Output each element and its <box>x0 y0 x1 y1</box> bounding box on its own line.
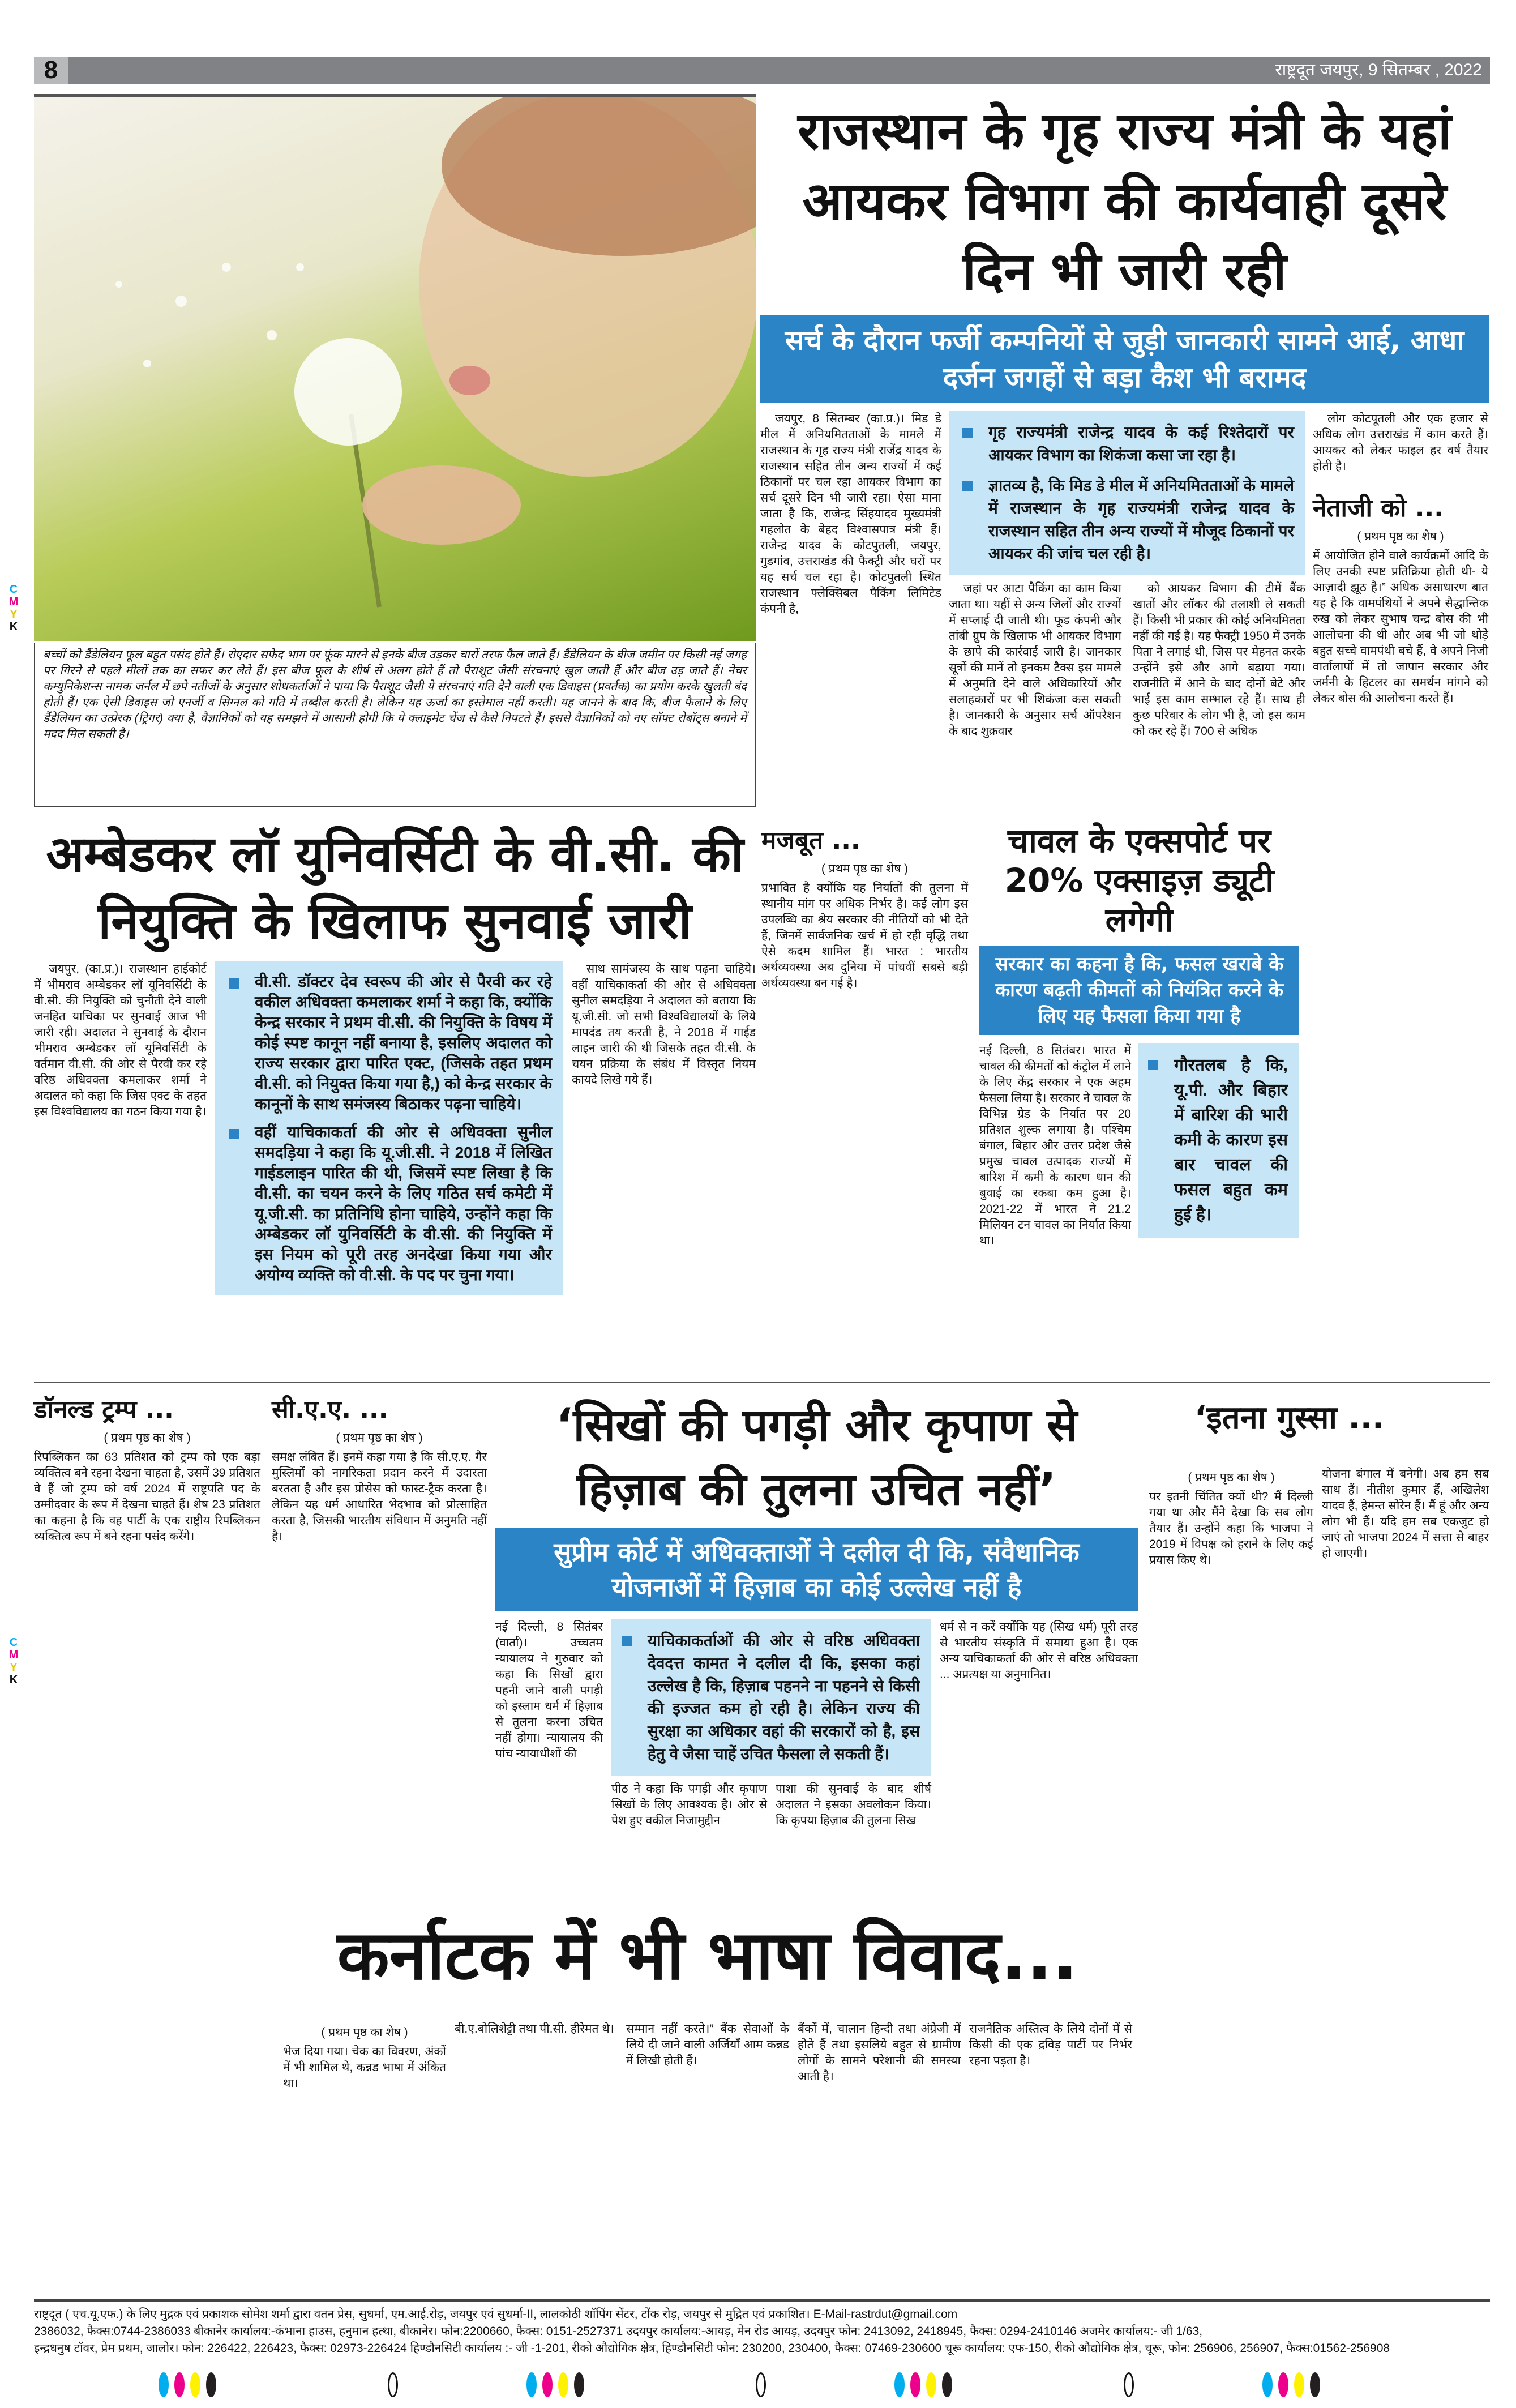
hijab-column-3: पाशा की सुनवाई के बाद शीर्ष अदालत ने इसका अवलोकन किया। कि कृपया हिज़ाब की तुलना सिख <box>776 1782 931 1827</box>
continued-label: ( प्रथम पृष्ठ का शेष ) <box>321 2026 408 2039</box>
netaji-text: में आयोजित होने वाले कार्यक्रमों आदि के लिए उनकी स्पष्ट प्रतिक्रिया होती थी- ये आज़ादी झूठ है।” अधिक असाधारण बात यह है कि वामपंथियों ने अपने सैद्धान्तिक रुख को लेकर सुभाष चन्द्र बोस की भी आलोचना की थी और अब भी जो थोड़े बहुत सच्चे वामपंथी बचे हैं, वे अपने निजी वार्तालापों में तो जापान सरकार और जर्मनी के हिटलर का समर्थन मांगने को लेकर बोस की आलोचना करते हैं। <box>1313 549 1488 705</box>
divider <box>34 94 756 97</box>
black-dot <box>574 2372 584 2397</box>
rice-highlight-box <box>1138 1043 1299 1238</box>
hijab-subheadline: सुप्रीम कोर्ट में अधिवक्ताओं ने दलील दी कि, संवैधानिक योजनाओं में हिज़ाब का कोई उल्लेख नहीं है <box>495 1528 1138 1611</box>
lead-paragraph: लोग कोटपूतली और एक हजार से अधिक लोग उत्तराखंड में काम करते हैं। आयकर को लेकर फाइल हर वर्ष तैयार होती है। <box>1313 412 1488 473</box>
hijab-subcolumns <box>611 1781 931 1829</box>
ambedkar-column-2 <box>572 961 756 1088</box>
majboot-story <box>761 824 968 991</box>
magenta-dot <box>542 2372 553 2397</box>
lead-highlight-box <box>949 411 1305 575</box>
cmyk-k: K <box>9 1674 18 1686</box>
hijab-headline: ‘सिखों की पगड़ी और कृपाण से हिज़ाब की तुलना उचित नहीं’ <box>556 1398 1077 1516</box>
hijab-highlight-box <box>611 1619 931 1776</box>
trump-kicker: डॉनल्ड ट्रम्प ... <box>34 1395 174 1424</box>
ambedkar-body <box>34 961 756 1295</box>
karnataka-column-3: सम्मान नहीं करते।” बैंक सेवाओं के लिये दी जाने वाली अर्जियाँ आम कन्नड में लिखी होती हैं। <box>626 2022 789 2067</box>
karnataka-column-4: बैंकों में, चालान हिन्दी तथा अंग्रेजी में होते हैं तथा इसलिये बहुत से ग्रामीण लोगों के सामने परेशानी की समस्या आती है। <box>798 2022 961 2083</box>
caa-kicker: सी.ए.ए. ... <box>272 1395 388 1424</box>
hijab-column-2: पीठ ने कहा कि पगड़ी और कृपाण सिखों के लिए आवश्यक है। ओर से पेश हुए वकील निजामुद्दीन <box>611 1782 767 1827</box>
magenta-dot <box>910 2372 920 2397</box>
page-number: 8 <box>34 57 68 84</box>
lead-column-4 <box>1313 411 1488 474</box>
lead-paragraph: जयपुर, 8 सितम्बर (का.प्र.)। मिड डे मील में अनियमितताओं के मामले में राजस्थान के गृह राज्य मंत्री राजेंद्र यादव के राजस्थान सहित तीन अन्य राज्यों में कई ठिकानों पर चल रहा आयकर विभाग का सर्च दूसरे दिन भी जारी रहा। ऐसा माना जाता है कि, राजेन्द्र सिंहयादव मुख्यमंत्री गहलोत के बेहद विश्वासपात्र मंत्री हैं। राजेन्द्र यादव के कोटपुतली, जयपुर, गुडगांव, उत्तराखंड की फैक्ट्री और घरों पर यह सर्च चल रहा है। कोटपुतली स्थित राजस्थान फ्लेक्सिबल पैकिंग लिमिटेड कंपनी है, <box>760 412 941 615</box>
cmyk-k: K <box>9 621 18 633</box>
black-dot <box>1310 2372 1320 2397</box>
netaji-story <box>1313 491 1488 707</box>
lead-column-3 <box>1133 581 1305 739</box>
continued-label: ( प्रथम पृष्ठ का शेष ) <box>336 1431 423 1444</box>
crosshair-mark <box>388 2372 398 2397</box>
imprint-line: 2386032, फैक्स:0744-2386033 बीकानेर कार्यालय:-कंभाना हाउस, हनुमान हत्था, बीकानेर। फोन:2200660, फैक्स: 0151-2527371 उदयपुर कार्यालय:-आयड़, मेन रोड आयड़, उदयपुर फोन: 2413092, 2418945, फैक्स: 0294-2410146 अजमेर कार्यालय:- जी 1/63, <box>34 2325 1203 2338</box>
rice-story <box>979 821 1299 1249</box>
ambedkar-paragraph: साथ सामंजस्य के साथ पढ़ना चाहिये। वहीं याचिकाकर्ता की ओर से अधिवक्ता सुनील समदड़िया ने अदालत को बताया कि यू.जी.सी. जो सभी विश्वविद्यालयों के लिये मापदंड तय करती है, ने 2018 में गाईड लाइन जारी की थी जिसके तहत वी.सी. के चयन प्रक्रिया के संबंध में विस्तृत नियम कायदे लिखे गये हैं। <box>572 963 756 1087</box>
color-registration-marks <box>526 2372 584 2397</box>
hijab-story <box>495 1393 1138 1829</box>
rice-headline: चावल के एक्सपोर्ट पर 20% एक्साइज़ ड्यूटी लगेगी <box>1004 822 1274 939</box>
trump-story <box>34 1393 260 1545</box>
magenta-dot <box>1278 2372 1288 2397</box>
highlight-point: गौरतलब है कि, यू.पी. और बिहार में बारिश की भारी कमी के कारण इस बार चावल की फसल बहुत कम हुई है। <box>1174 1053 1288 1227</box>
karnataka-headline: कर्नाटक में भी भाषा विवाद... <box>337 1917 1078 1995</box>
photo-illustration <box>34 97 756 641</box>
lead-paragraph: को आयकर विभाग की टीमें बैंक खातों और लॉकर की तलाशी ले सकती हैं। किसी भी प्रकार की कोई अनियमितता नहीं की गई है। यह फैक्ट्री 1950 में उनके पिता ने लगाई थी, जिस पर मेहनत करके उन्होंने इसे और आगे बढ़ाया गया। राजनीति में आने के बाद दोनों बेटे और भाई इस काम सम्भाल रहे हैं। साथ ही कुछ परिवार के लोग भी है, जो इस काम को कर रहे हैं। 700 से अधिक <box>1133 582 1305 738</box>
cmyk-m: M <box>8 596 19 608</box>
hijab-column-4: धर्म से न करें क्योंकि यह (सिख धर्म) पूरी तरह से भारतीय संस्कृति में समाया हुआ है। एक अन्य याचिकाकर्ता की ओर से वरिष्ठ अधिवक्ता ... अप्रत्यक्ष या अनुमानित। <box>940 1620 1138 1681</box>
dateline: राष्ट्रदूत जयपुर, 9 सितम्बर , 2022 <box>1275 61 1482 79</box>
cyan-dot <box>526 2372 537 2397</box>
rice-text: नई दिल्ली, 8 सितंबर। भारत में चावल की कीमतों को कंट्रोल में लाने के लिए केंद्र सरकार ने एक अहम फैसला लिया है। सरकार ने चावल के विभिन्न ग्रेड के निर्यात पर 20 प्रतिशत शुल्क लगाया है। पश्चिम बंगाल, बिहार और उत्तर प्रदेश जैसे प्रमुख चावल उत्पादक राज्यों में बारिश में कमी के कारण धान की बुवाई का रकबा कम हुआ है। 2021-22 में भारत ने 21.2 मिलियन टन चावल का निर्यात किया था। <box>979 1044 1131 1247</box>
cmyk-c: C <box>9 1636 18 1649</box>
cmyk-y: Y <box>10 608 18 621</box>
ambedkar-paragraph: जयपुर, (का.प्र.)। राजस्थान हाईकोर्ट में भीमराव अम्बेडकर लॉ यूनिवर्सिटी के वी.सी. की नियुक्ति को चुनौती देने वाली जनहित याचिका पर सुनवाई आज भी जारी रही। अदालत ने सुनवाई के दौरान भीमराव अम्बेडकर लॉ यूनिवर्सिटी के वर्तमान वी.सी. की ओर से पैरवी कर रहे वरिष्ठ अधिवक्ता कमलाकर शर्मा ने अदालत को कहा कि जिस एक्ट के तहत इस विश्वविद्यालय का गठन किया गया है। <box>34 963 207 1118</box>
black-dot <box>942 2372 952 2397</box>
karnataka-column-2: बी.ए.बोलिशेट्टी तथा पी.सी. हीरेमत थे। <box>455 2022 614 2035</box>
color-registration-marks <box>159 2372 216 2397</box>
lead-column-2 <box>949 581 1121 739</box>
karnataka-column-5: राजनैतिक अस्तित्व के लिये दोनों में से किसी की एक द्रविड़ पार्टी पर निर्भर रहना पड़ता है। <box>969 2022 1132 2067</box>
imprint-line: राष्ट्रदूत ( एच.यू.एफ.) के लिए मुद्रक एवं प्रकाशक सोमेश शर्मा द्वारा वतन प्रेस, सुधर्मा, एम.आई.रोड़, जयपुर एवं सुधर्मा-II, लालकोठी शॉपिंग सेंटर, टोंक रोड़, जयपुर से मुद्रित एवं प्रकाशित। E-Mail-rastrdut@gmail.com <box>34 2308 958 2321</box>
majboot-text: प्रभावित है क्योंकि यह निर्यातों की तुलना में स्थानीय मांग पर अधिक निर्भर है। कई लोग इस उपलब्धि का श्रेय सरकार की नीतियों को भी देते हैं, जिनमें सार्वजनिक खर्च में हो रही वृद्धि तथा ऐसे कदम शामिल हैं। भारत : भारतीय अर्थव्यवस्था अब दुनिया में पांचवीं सबसे बड़ी अर्थव्यवस्था बन गई है। <box>761 882 968 990</box>
lead-subheadline: सर्च के दौरान फर्जी कम्पनियों से जुड़ी जानकारी सामने आई, आधा दर्जन जगहों से बड़ा कैश भी बरामद <box>760 315 1489 403</box>
cmyk-c: C <box>9 583 18 596</box>
cyan-dot <box>159 2372 169 2397</box>
majboot-kicker: मजबूत ... <box>761 826 860 855</box>
yellow-dot <box>190 2372 200 2397</box>
cyan-dot <box>894 2372 905 2397</box>
magenta-dot <box>174 2372 185 2397</box>
continued-label: ( प्रथम पृष्ठ का शेष ) <box>821 862 909 875</box>
cmyk-m: M <box>8 1649 19 1661</box>
gussa-column-1 <box>1149 1466 1313 1568</box>
hijab-column-1: नई दिल्ली, 8 सितंबर (वार्ता)। उच्चतम न्यायालय ने गुरुवार को कहा कि सिखों द्वारा पहनी जाने वाली पगड़ी को इस्लाम धर्म में हिज़ाब से तुलना करना उचित नहीं होगा। न्यायालय की पांच न्यायाधीशों की <box>495 1620 603 1760</box>
lead-column-1 <box>760 411 941 617</box>
gussa-paragraph: पर इतनी चिंतित क्यों थी? मैं दिल्ली गया था और मैंने देखा कि सब लोग तैयार हैं। उन्होंने कहा कि भाजपा ने 2019 में विपक्ष को हराने के लिए कई प्रयास किए थे। <box>1149 1490 1313 1567</box>
yellow-dot <box>558 2372 568 2397</box>
color-registration-marks <box>1262 2372 1320 2397</box>
divider <box>34 1382 1490 1383</box>
cmyk-y: Y <box>10 1661 18 1674</box>
highlight-point: ज्ञातव्य है, कि मिड डे मील में अनियमितताओं के मामले में राजस्थान के गृह राज्यमंत्री राजेन्द्र यादव के राजस्थान सहित तीन अन्य राज्यों में मौजूद ठिकानों पर आयकर की जांच चल रही है। <box>988 474 1294 565</box>
gussa-story <box>1149 1398 1489 1438</box>
highlight-point: याचिकाकर्ताओं की ओर से वरिष्ठ अधिवक्ता देवदत्त कामत ने दलील दी कि, इसका कहां उल्लेख है कि, हिज़ाब पहनने ना पहनने से किसी की इज्जत कम हो रही है। लेकिन राज्य की सुरक्षा का अधिकार वहां की सरकारों को है, इस हेतु वे जैसा चाहें उचित फैसला ले सकती हैं। <box>648 1629 920 1765</box>
continued-label: ( प्रथम पृष्ठ का शेष ) <box>1357 530 1444 543</box>
caa-text: समक्ष लंबित हैं। इनमें कहा गया है कि सी.ए.ए. गैर मुस्लिमों को नागरिकता प्रदान करने में उदारता बरतता है और इस प्रोसेस को फास्ट-ट्रैक करता है। लेकिन यह धर्म आधारित भेदभाव को प्रोत्साहित करता है, जिसकी भारतीय संविधान में अनुमति नहीं है। <box>272 1451 487 1543</box>
cmyk-marks-left-lower <box>8 1636 19 1686</box>
lead-right-column <box>1313 411 1488 707</box>
yellow-dot <box>1294 2372 1304 2397</box>
continued-label: ( प्रथम पृष्ठ का शेष ) <box>104 1431 191 1444</box>
karnataka-column-1 <box>283 2021 446 2092</box>
highlight-point: गृह राज्यमंत्री राजेन्द्र यादव के कई रिश्तेदारों पर आयकर विभाग का शिकंजा कसा जा रहा है। <box>988 421 1294 467</box>
cmyk-marks-left <box>8 583 19 633</box>
continued-label: ( प्रथम पृष्ठ का शेष ) <box>1188 1471 1275 1484</box>
crosshair-mark <box>756 2372 766 2397</box>
hijab-body <box>495 1619 1138 1829</box>
imprint-line: इन्द्रधनुष टॉवर, प्रेम प्रथम, जालोर। फोन: 226422, 226423, फैक्स: 02973-226424 हिण्डौनसिटी कार्यालय :- जी -1-201, रीको औद्योगिक क्षेत्र, हिण्डौनसिटी फोन: 230200, 230400, फैक्स: 07469-230600 चूरू कार्यालय: एफ-150, रीको औद्योगिक क्षेत्र, चूरू, फोन: 256906, 256907, फैक्स:01562-256908 <box>34 2342 1390 2355</box>
caa-story <box>272 1393 487 1545</box>
trump-text: रिपब्लिकन का 63 प्रतिशत को ट्रम्प को एक बड़ा व्यक्तित्व बने रहना देखना चाहता है, उसमें 39 प्रतिशत वे हैं जो ट्रम्प को वर्ष 2024 में राष्ट्रपति पद के उम्मीदवार के रूप में देखना चाहते हैं। शेष 23 प्रतिशत का कहना है कि वह पार्टी के एक राष्ट्रीय रिपब्लिकन व्यक्तित्व रूप में बने रहना पसंद करेंगे। <box>34 1451 260 1543</box>
ambedkar-story <box>34 821 756 1295</box>
color-registration-marks <box>894 2372 952 2397</box>
ambedkar-headline: अम्बेडकर लॉ युनिवर्सिटी के वी.सी. की नियुक्ति के खिलाफ सुनवाई जारी <box>46 825 744 950</box>
dandelion-child-photo <box>34 97 756 641</box>
black-dot <box>206 2372 216 2397</box>
highlight-point: वी.सी. डॉक्टर देव स्वरूप की ओर से पैरवी कर रहे वकील अधिवक्ता कमलाकर शर्मा ने कहा कि, क्योंकि केन्द्र सरकार ने प्रथम वी.सी. की नियुक्ति के विषय में कोई स्पष्ट कानून नहीं बनाया है, इसलिए अदालत को राज्य सरकार द्वारा पारित एक्ट, (जिसके तहत प्रथम वी.सी. को नियुक्त किया गया है,) को केन्द्र सरकार के कानूनों के साथ समंजस्य बिठाकर पढ़ना चाहिये। <box>255 972 552 1114</box>
page-header-bar <box>34 57 1490 84</box>
yellow-dot <box>926 2372 936 2397</box>
karnataka-paragraph: भेज दिया गया। चेक का विवरण, अंकों में भी शामिल थे, कन्नड भाषा में अंकित था। <box>283 2045 446 2090</box>
lead-body <box>760 411 1489 739</box>
ambedkar-highlight-box <box>215 961 563 1295</box>
rice-body <box>979 1043 1299 1249</box>
imprint-footer <box>34 2299 1490 2357</box>
gussa-kicker: ‘इतना गुस्सा ... <box>1194 1400 1385 1436</box>
crosshair-mark <box>1124 2372 1134 2397</box>
highlight-point: वहीं याचिकाकर्ता की ओर से अधिवक्ता सुनील समदड़िया ने कहा कि यू.जी.सी. ने 2018 में लिखित गाईडलाइन पारित की थी, जिसमें स्पष्ट लिखा है कि वी.सी. का चयन करने के लिए गठित सर्च कमेटी में यू.जी.सी. का प्रतिनिधि होना चाहिये, उन्होंने कहा कि अम्बेडकर लॉ युनिवर्सिटी के वी.सी. की नियुक्ति में इस नियम को पूरी तरह अनदेखा किया गया और अयोग्य व्यक्ति को वी.सी. के पद पर चुना गया। <box>255 1122 552 1285</box>
karnataka-body <box>283 2021 1132 2092</box>
hijab-middle <box>611 1619 931 1829</box>
lead-paragraph: जहां पर आटा पैकिंग का काम किया जाता था। यहीं से अन्य जिलों और राज्यों में सप्लाई दी जाती थी। फूड कंपनी और तांबी ग्रुप के खिलाफ भी आयकर विभाग के छापे की कार्रवाई जारी है। जानकार सूत्रों की मानें तो इनकम टैक्स इस मामले में अनुमति देने वाले अधिकारियों और सलाहकारों पर भी शिकंजा कस सकती है। जानकारी के अनुसार सर्च ऑपरेशन के बाद शुक्रवार <box>949 582 1121 738</box>
lead-subcolumns <box>949 581 1305 739</box>
ambedkar-column-1 <box>34 961 207 1120</box>
lead-story <box>760 96 1489 739</box>
lead-headline: राजस्थान के गृह राज्य मंत्री के यहां आयकर विभाग की कार्यवाही दूसरे दिन भी जारी रही <box>798 101 1451 302</box>
lead-middle <box>949 411 1305 739</box>
photo-caption: बच्चों को डैंडेलियन फूल बहुत पसंद होते हैं। रोएदार सफेद भाग पर फूंक मारने से इनके बीज उड़कर चारों तरफ फैल जाते हैं। डैंडेलियन के बीज जमीन पर किसी नई जगह पर गिरने से पहले मीलों तक का सफर कर लेते हैं। इस बीज फूल के शीर्ष से अलग होते हैं तो पैराशूट जैसी संरचनाएं खुल जाती हैं और बीज उड़ जाते हैं। नेचर कम्युनिकेशन्स नामक जर्नल में छपे नतीजों के अनुसार शोधकर्ताओं ने पाया कि पैराशूट जैसी ये संरचनाएं गति देने वाली एक डिवाइस (प्रवर्तक) का प्रयोग करके खुलती बंद होती हैं। एक ऐसी डिवाइस जो एनर्जी व सिग्नल को गति में तब्दील करती है। लेकिन यह ऊर्जा का इस्तेमाल नहीं करती। यह जानने के बाद कि, बीज फैलाने के लिए डैंडेलियन का उत्प्रेरक (ट्रिगर) क्या है, वैज्ञानिकों को यह समझने में आसानी होगी कि ये क्लाइमेट चेंज से कैसे निपटते हैं। इससे वैज्ञानिकों को नए सॉफ्ट रोबॉट्स बनाने में मदद मिल सकती है। <box>34 643 756 807</box>
gussa-column-2: योजना बंगाल में बनेगी। अब हम सब साथ हैं। नीतीश कुमार हैं, अखिलेश यादव हैं, हेमन्त सोरेन हैं। मैं हूं और अन्य लोग भी हैं। यदि हम सब एकजुट हो जाएं तो भाजपा 2024 में सत्ता से बाहर हो जाएगी। <box>1322 1468 1489 1560</box>
netaji-kicker: नेताजी को ... <box>1313 494 1444 523</box>
rice-subheadline: सरकार का कहना है कि, फसल खराबे के कारण बढ़ती कीमतों को नियंत्रित करने के लिए यह फैसला किया गया है <box>979 946 1299 1035</box>
karnataka-story <box>283 1902 1132 2092</box>
cyan-dot <box>1262 2372 1273 2397</box>
